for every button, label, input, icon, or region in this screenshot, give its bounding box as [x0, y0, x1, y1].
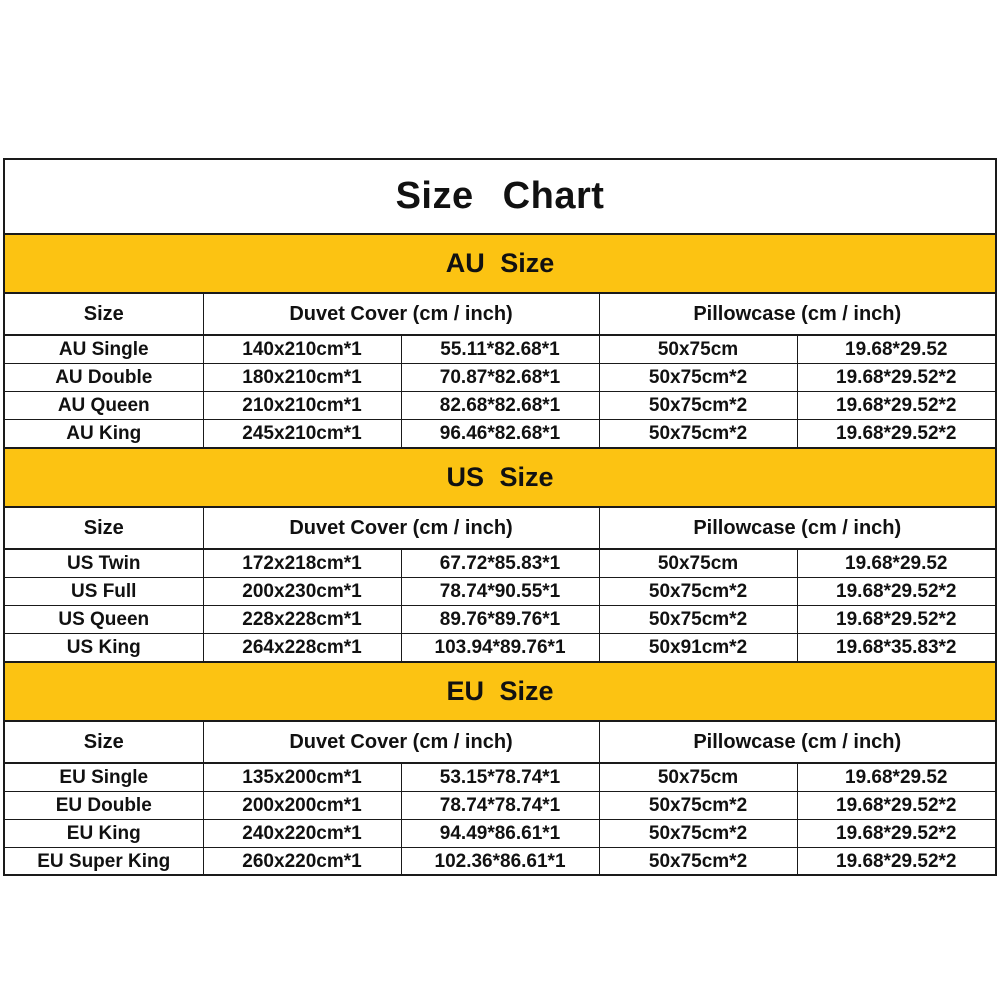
duvet-inch: 89.76*89.76*1 — [401, 606, 599, 634]
table-row — [5, 392, 995, 420]
pillow-inch: 19.68*29.52 — [797, 335, 995, 364]
size-name: AU King — [5, 420, 203, 448]
pillow-cm: 50x75cm*2 — [599, 420, 797, 448]
size-name: EU King — [5, 820, 203, 848]
pillow-inch: 19.68*29.52*2 — [797, 792, 995, 820]
duvet-cm: 240x220cm*1 — [203, 820, 401, 848]
duvet-inch: 94.49*86.61*1 — [401, 820, 599, 848]
duvet-cm: 200x200cm*1 — [203, 792, 401, 820]
table-row — [5, 364, 995, 392]
pillow-inch: 19.68*29.52*2 — [797, 392, 995, 420]
header-row — [5, 294, 995, 335]
duvet-column-header: Duvet Cover (cm / inch) — [203, 508, 599, 549]
header-row — [5, 722, 995, 763]
duvet-inch: 102.36*86.61*1 — [401, 848, 599, 876]
duvet-inch: 67.72*85.83*1 — [401, 549, 599, 578]
chart-title: Size Chart — [5, 160, 995, 235]
size-table — [5, 722, 995, 875]
duvet-column-header: Duvet Cover (cm / inch) — [203, 722, 599, 763]
pillow-inch: 19.68*29.52*2 — [797, 820, 995, 848]
pillow-cm: 50x75cm*2 — [599, 792, 797, 820]
pillow-column-header: Pillowcase (cm / inch) — [599, 508, 995, 549]
size-table — [5, 294, 995, 447]
duvet-inch: 55.11*82.68*1 — [401, 335, 599, 364]
pillow-cm: 50x75cm*2 — [599, 392, 797, 420]
section-au — [5, 235, 995, 447]
duvet-inch: 78.74*90.55*1 — [401, 578, 599, 606]
section-heading: EU Size — [5, 661, 995, 722]
size-name: AU Queen — [5, 392, 203, 420]
table-row — [5, 792, 995, 820]
duvet-column-header: Duvet Cover (cm / inch) — [203, 294, 599, 335]
table-row — [5, 335, 995, 364]
size-column-header: Size — [5, 722, 203, 763]
duvet-cm: 135x200cm*1 — [203, 763, 401, 792]
duvet-cm: 264x228cm*1 — [203, 634, 401, 662]
size-name: US Queen — [5, 606, 203, 634]
size-name: EU Single — [5, 763, 203, 792]
section-heading: US Size — [5, 447, 995, 508]
table-row — [5, 820, 995, 848]
pillow-cm: 50x75cm*2 — [599, 848, 797, 876]
pillow-inch: 19.68*29.52*2 — [836, 851, 957, 872]
size-column-header: Size — [5, 508, 203, 549]
pillow-inch: 19.68*29.52 — [797, 549, 995, 578]
size-table — [5, 508, 995, 661]
duvet-inch: 103.94*89.76*1 — [401, 634, 599, 662]
pillow-inch: 19.68*29.52*2 — [836, 423, 957, 444]
duvet-cm: 140x210cm*1 — [203, 335, 401, 364]
pillow-cm: 50x91cm*2 — [599, 634, 797, 662]
section-us — [5, 447, 995, 661]
size-column-header: Size — [5, 294, 203, 335]
duvet-cm: 210x210cm*1 — [203, 392, 401, 420]
header-row — [5, 508, 995, 549]
size-name: EU Super King — [5, 848, 203, 876]
duvet-cm: 172x218cm*1 — [203, 549, 401, 578]
pillow-cm: 50x75cm*2 — [599, 578, 797, 606]
table-row — [5, 848, 995, 876]
pillow-inch: 19.68*35.83*2 — [836, 637, 957, 658]
pillow-cm: 50x75cm — [599, 549, 797, 578]
size-name: US Full — [5, 578, 203, 606]
pillow-column-header: Pillowcase (cm / inch) — [599, 722, 995, 763]
size-name: AU Double — [5, 364, 203, 392]
pillow-column-header: Pillowcase (cm / inch) — [599, 294, 995, 335]
duvet-cm: 245x210cm*1 — [203, 420, 401, 448]
pillow-cm: 50x75cm*2 — [599, 606, 797, 634]
pillow-cm: 50x75cm*2 — [599, 364, 797, 392]
pillow-cm: 50x75cm — [599, 335, 797, 364]
duvet-inch: 78.74*78.74*1 — [401, 792, 599, 820]
size-name: EU Double — [5, 792, 203, 820]
table-row — [5, 763, 995, 792]
duvet-cm: 228x228cm*1 — [203, 606, 401, 634]
size-name: AU Single — [5, 335, 203, 364]
pillow-inch: 19.68*29.52*2 — [797, 364, 995, 392]
pillow-inch: 19.68*29.52 — [797, 763, 995, 792]
pillow-inch: 19.68*29.52*2 — [797, 606, 995, 634]
duvet-cm: 180x210cm*1 — [203, 364, 401, 392]
duvet-cm: 200x230cm*1 — [203, 578, 401, 606]
size-name: US Twin — [5, 549, 203, 578]
size-chart — [3, 158, 997, 876]
pillow-cm: 50x75cm*2 — [599, 820, 797, 848]
table-row — [5, 420, 995, 448]
section-heading: AU Size — [5, 235, 995, 294]
section-eu — [5, 661, 995, 875]
pillow-inch: 19.68*29.52*2 — [797, 578, 995, 606]
table-row — [5, 606, 995, 634]
duvet-inch: 53.15*78.74*1 — [401, 763, 599, 792]
size-name: US King — [5, 634, 203, 662]
table-row — [5, 549, 995, 578]
duvet-inch: 70.87*82.68*1 — [401, 364, 599, 392]
duvet-inch: 82.68*82.68*1 — [401, 392, 599, 420]
table-row — [5, 578, 995, 606]
pillow-cm: 50x75cm — [599, 763, 797, 792]
duvet-cm: 260x220cm*1 — [203, 848, 401, 876]
table-row — [5, 634, 995, 662]
duvet-inch: 96.46*82.68*1 — [401, 420, 599, 448]
